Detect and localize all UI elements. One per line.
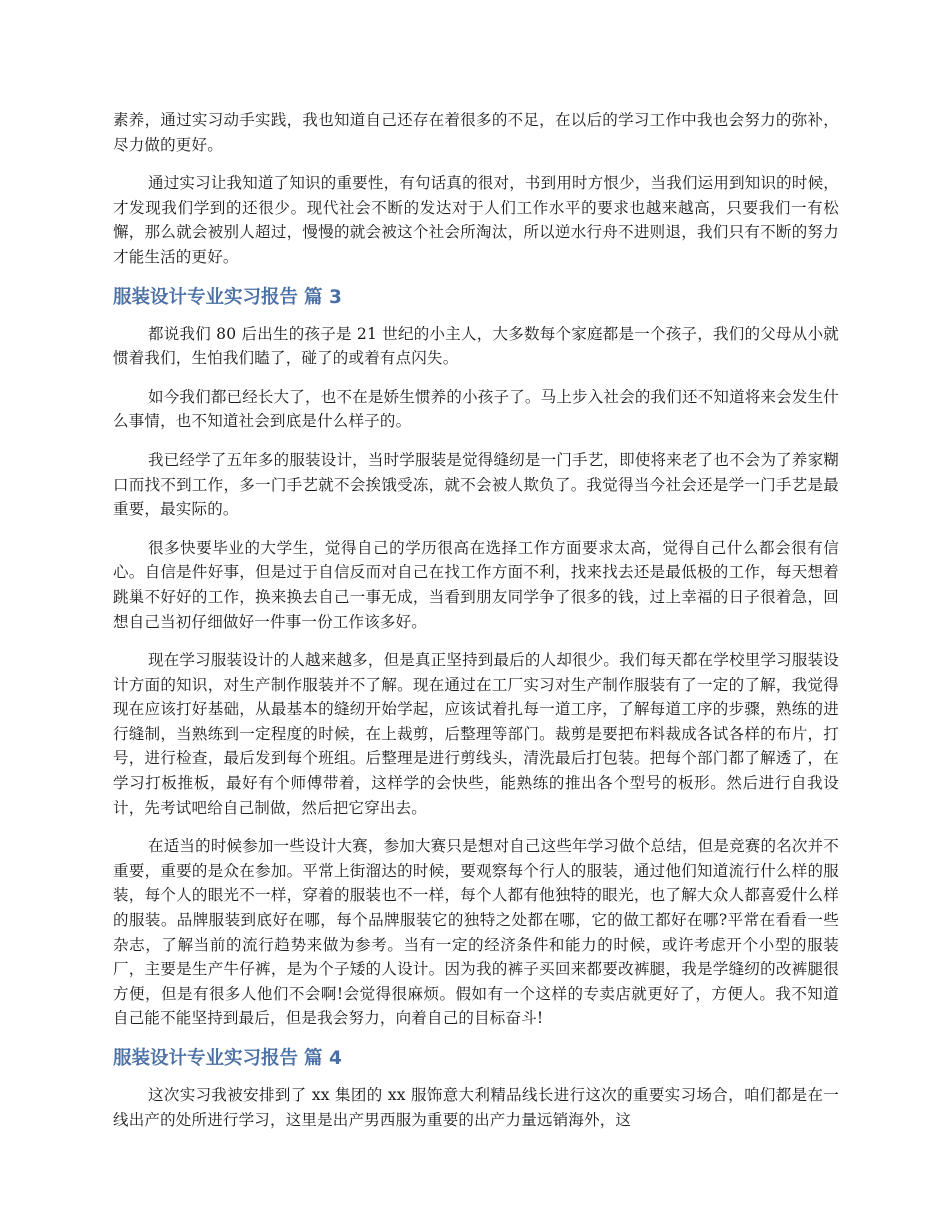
paragraph: 素养，通过实习动手实践，我也知道自己还存在着很多的不足，在以后的学习工作中我也会努力的弥补，尽力做的更好。 <box>113 111 839 154</box>
paragraph: 这次实习我被安排到了 xx 集团的 xx 服饰意大利精品线长进行这次的重要实习场合，咱们都是在一线出产的处所进行学习，这里是出产男西服为重要的出产力量远销海外，这 <box>113 1086 839 1129</box>
paragraph: 我已经学了五年多的服装设计，当时学服装是觉得缝纫是一门手艺，即使将来老了也不会为了养家糊口而找不到工作，多一门手艺就不会挨饿受冻，就不会被人欺负了。我觉得当今社会还是学一门手艺是最重要，最实际的。 <box>113 450 839 519</box>
paragraph: 在适当的时候参加一些设计大赛，参加大赛只是想对自己这些年学习做个总结，但是竞赛的名次并不重要，重要的是众在参加。平常上街溜达的时候，要观察每个行人的服装，通过他们知道流行什么样的服装，每个人的眼光不一样，穿着的服装也不一样，每个人都有他独特的眼光，也了解大众人都喜爱什么样的服装。品牌服装到底好在哪，每个品牌服装它的独特之处都在哪，它的做工都好在哪?平常在看看一些杂志，了解当前的流行趋势来做为参考。当有一定的经济条件和能力的时候，或许考虑开个小型的服装厂，主要是生产牛仔裤，是为个子矮的人设计。因为我的裤子买回来都要改裤腿，我是学缝纫的改裤腿很方便，但是有很多人他们不会啊!会觉得很麻烦。假如有一个这样的专卖店就更好了，方便人。我不知道自己能不能坚持到最后，但是我会努力，向着自己的目标奋斗! <box>113 837 839 1028</box>
document-page <box>113 108 839 1146</box>
section-heading-number: 篇 3 <box>304 286 342 308</box>
paragraph: 通过实习让我知道了知识的重要性，有句话真的很对，书到用时方恨少，当我们运用到知识的时候，才发现我们学到的还很少。现代社会不断的发达对于人们工作水平的要求也越来越高，只要我们一有松懈，那么就会被别人超过，慢慢的就会被这个社会所淘汰，所以逆水行舟不进则退，我们只有不断的努力才能生活的更好。 <box>113 174 839 266</box>
paragraph: 现在学习服装设计的人越来越多，但是真正坚持到最后的人却很少。我们每天都在学校里学习服装设计方面的知识，对生产制作服装并不了解。现在通过在工厂实习对生产制作服装有了一定的了解，我觉得现在应该打好基础，从最基本的缝纫开始学起，应该试着扎每一道工序，了解每道工序的步骤，熟练的进行缝制，当熟练到一定程度的时候，在上裁剪，后整理等部门。裁剪是要把布料裁成各试各样的布片，打号，进行检查，最后发到每个班组。后整理是进行剪线头，清洗最后打包装。把每个部门都了解透了，在学习打板推板，最好有个师傅带着，这样学的会快些，能熟练的推出各个型号的板形。然后进行自我设计，先考试吧给自己制做，然后把它穿出去。 <box>113 651 839 817</box>
paragraph: 如今我们都已经长大了，也不在是娇生惯养的小孩子了。马上步入社会的我们还不知道将来会发生什么事情，也不知道社会到底是什么样子的。 <box>113 387 839 431</box>
section-heading <box>113 284 839 312</box>
section-heading-number: 篇 4 <box>304 1048 342 1069</box>
section-heading-title: 服装设计专业实习报告 <box>113 286 299 308</box>
paragraph: 都说我们 80 后出生的孩子是 21 世纪的小主人，大多数每个家庭都是一个孩子，我们的父母从小就惯着我们，生怕我们瞌了，碰了的或着有点闪失。 <box>113 324 839 368</box>
section-heading-title: 服装设计专业实习报告 <box>113 1048 299 1069</box>
paragraph: 很多快要毕业的大学生，觉得自己的学历很高在选择工作方面要求太高，觉得自己什么都会很有信心。自信是件好事，但是过于自信反而对自己在找工作方面不利，找来找去还是最低极的工作，每天想着跳巢不好好的工作，换来换去自己一事无成，当看到朋友同学争了很多的钱，过上幸福的日子很着急，回想自己当初仔细做好一件事一份工作该多好。 <box>113 538 839 631</box>
section-heading <box>113 1045 839 1073</box>
